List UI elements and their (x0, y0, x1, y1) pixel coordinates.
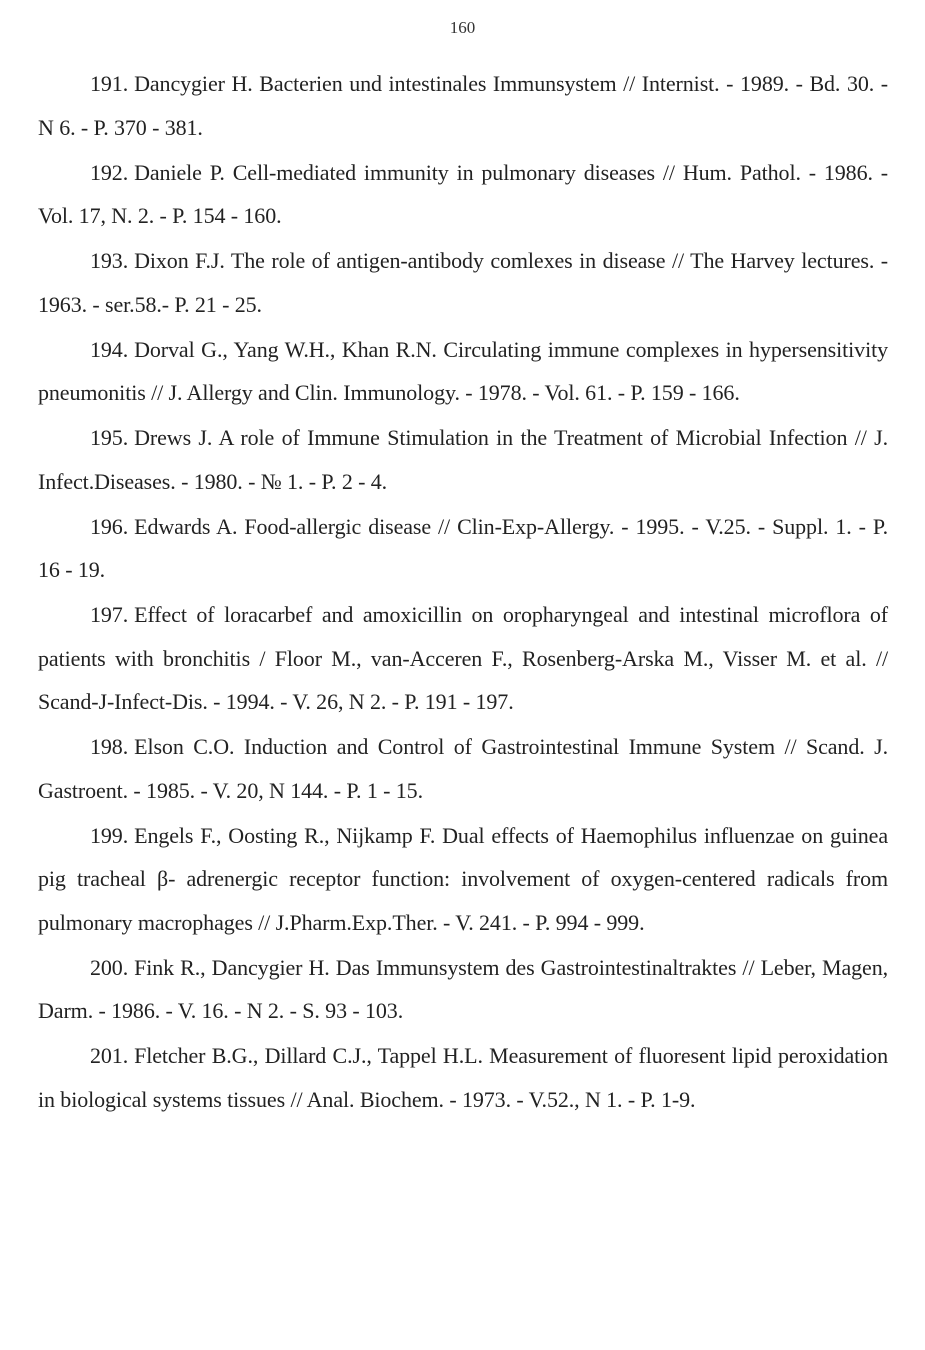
reference-item (38, 328, 888, 415)
reference-item (38, 1034, 888, 1121)
reference-item (38, 416, 888, 503)
reference-number: 192. (90, 159, 129, 185)
reference-text: Drews J. A role of Immune Stimulation in the Treatment of Microbial Infection // J. Infect.Diseases. - 1980. - № 1. - P. 2 - 4. (38, 425, 888, 494)
reference-item (38, 725, 888, 812)
reference-item (38, 62, 888, 149)
reference-item (38, 151, 888, 238)
reference-text: Elson C.O. Induction and Control of Gastrointestinal Immune System // Scand. J. Gastroent. - 1985. - V. 20, N 144. - P. 1 - 15. (38, 734, 888, 803)
reference-text: Edwards A. Food-allergic disease // Clin-Exp-Allergy. - 1995. - V.25. - Suppl. 1. - P. 16 - 19. (38, 513, 888, 582)
reference-text: Daniele P. Cell-mediated immunity in pulmonary diseases // Hum. Pathol. - 1986. - Vol. 17, N. 2. - P. 154 - 160. (38, 159, 888, 228)
reference-item (38, 814, 888, 945)
reference-item (38, 946, 888, 1033)
reference-number: 196. (90, 513, 129, 539)
reference-item (38, 593, 888, 724)
reference-text: Fink R., Dancygier H. Das Immunsystem des Gastrointestinaltraktes // Leber, Magen, Darm. - 1986. - V. 16. - N 2. - S. 93 - 103. (38, 954, 888, 1023)
reference-number: 191. (90, 71, 129, 96)
reference-text: Dorval G., Yang W.H., Khan R.N. Circulating immune complexes in hypersensitivity pneumonitis // J. Allergy and Clin. Immunology. - 1978. - Vol. 61. - P. 159 - 166. (38, 336, 888, 405)
reference-item (38, 505, 888, 592)
reference-number: 201. (90, 1043, 129, 1068)
reference-number: 200. (90, 954, 129, 980)
reference-text: Engels F., Oosting R., Nijkamp F. Dual effects of Haemophilus influenzae on guinea pig tracheal β- adrenergic receptor function: involvement of oxygen-centered radicals from pulmonary macrophages // J.Pharm.Exp.Ther. - V. 241. - P. 994 - 999. (38, 822, 888, 935)
reference-number: 193. (90, 248, 129, 273)
reference-number: 199. (90, 822, 129, 848)
reference-text: Effect of loracarbef and amoxicillin on oropharyngeal and intestinal microflora of patients with bronchitis / Floor M., van-Acceren F., Rosenberg-Arska M., Visser M. et al. // Scand-J-Infect-Dis. - 1994. - V. 26, N 2. - P. 191 - 197. (38, 602, 888, 714)
reference-number: 195. (90, 425, 129, 450)
reference-text: Dancygier H. Bacterien und intestinales Immunsystem // Internist. - 1989. - Bd. 30. - N 6. - P. 370 - 381. (38, 71, 888, 140)
reference-number: 198. (90, 734, 129, 759)
page-number: 160 (449, 18, 476, 37)
reference-item (38, 239, 888, 326)
reference-number: 197. (90, 602, 129, 627)
reference-number: 194. (90, 336, 129, 362)
reference-text: Fletcher B.G., Dillard C.J., Tappel H.L. Measurement of fluoresent lipid peroxidation in biological systems tissues // Anal. Biochem. - 1973. - V.52., N 1. - P. 1-9. (38, 1043, 888, 1112)
reference-list (38, 62, 888, 1123)
reference-text: Dixon F.J. The role of antigen-antibody comlexes in disease // The Harvey lectures. - 1963. - ser.58.- P. 21 - 25. (38, 248, 888, 317)
